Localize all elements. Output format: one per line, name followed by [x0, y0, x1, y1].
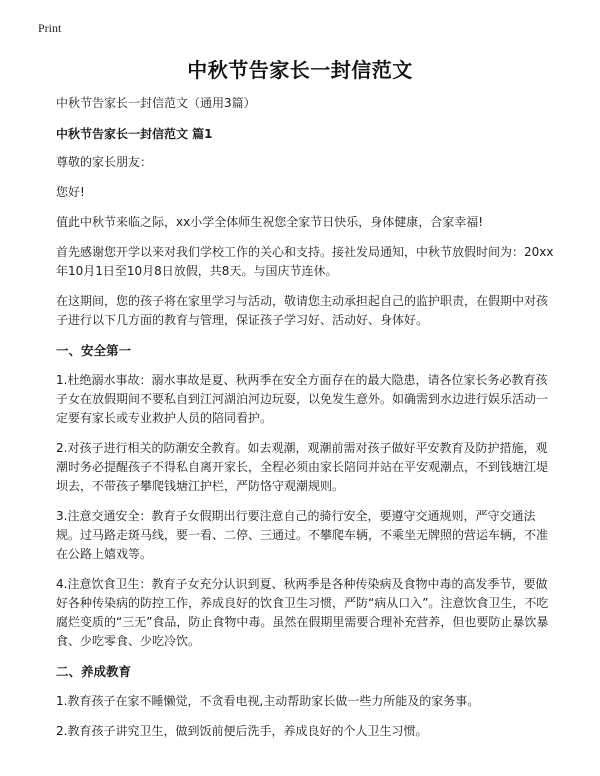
habits-item: 1.教育孩子在家不睡懒觉，不贪看电视,主动帮助家长做一些力所能及的家务事。	[56, 694, 480, 708]
document-body	[56, 94, 554, 752]
habits-item: 2.教育孩子讲究卫生，做到饭前便后洗手，养成良好的个人卫生习惯。	[56, 724, 428, 738]
safety-item: 3.注意交通安全：教育子女假期出行要注意自己的骑行安全，要遵守交通规则，严守交通法规。过马路走斑马线，要一看、二停、三通过。不攀爬车辆，不乘坐无牌照的营运车辆，不准在公路上嬉戏等。	[56, 509, 549, 561]
safety-item: 1.杜绝溺水事故：溺水事故是夏、秋两季在安全方面存在的最大隐患，请各位家长务必教育孩子女在放假期间不要私自到江河湖泊河边玩耍，以免发生意外。如确需到水边进行娱乐活动一定要有家长或专业救护人员的陪同看护。	[56, 373, 549, 425]
page-title: 中秋节告家长一封信范文	[187, 58, 413, 82]
intro-paragraph: 值此中秋节来临之际，xx小学全体师生祝您全家节日快乐，身体健康，合家幸福!	[56, 215, 484, 229]
hello-line: 您好!	[56, 185, 85, 199]
greeting: 尊敬的家长朋友：	[56, 155, 153, 169]
document-subtitle: 中秋节告家长一封信范文（通用3篇）	[56, 96, 256, 110]
safety-item: 4.注意饮食卫生：教育子女充分认识到夏、秋两季是各种传染病及食物中毒的高发季节，要做好各种传染病的防控工作，养成良好的饮食卫生习惯，严防“病从口入”。注意饮食卫生，不吃腐烂变质的“三无”食品，防止食物中毒。虽然在假期里需要合理补充营养，但也要防止暴饮暴食、少吃零食、少吃冷饮。	[56, 577, 549, 648]
intro-paragraph: 在这期间，您的孩子将在家里学习与活动，敬请您主动承担起自己的监护职责，在假期中对孩子进行以下几方面的教育与管理，保证孩子学习好、活动好、身体好。	[56, 294, 549, 327]
section-heading-habits: 二、养成教育	[56, 664, 132, 679]
intro-paragraph: 首先感谢您开学以来对我们学校工作的关心和支持。接社发局通知，中秋节放假时间为：20xx年10月1日至10月8日放假，共8天。与国庆节连休。	[56, 245, 554, 278]
safety-item: 2.对孩子进行相关的防潮安全教育。如去观潮，观潮前需对孩子做好平安教育及防护措施，观潮时务必提醒孩子不得私自离开家长，全程必须由家长陪同并站在平安观潮点，不到钱塘江堤坝去，不带孩子攀爬钱塘江护栏，严防恪守观潮规则。	[56, 441, 549, 493]
article-heading: 中秋节告家长一封信范文 篇1	[56, 127, 213, 141]
section-heading-safety: 一、安全第一	[56, 343, 132, 358]
print-link[interactable]: Print	[38, 21, 62, 35]
